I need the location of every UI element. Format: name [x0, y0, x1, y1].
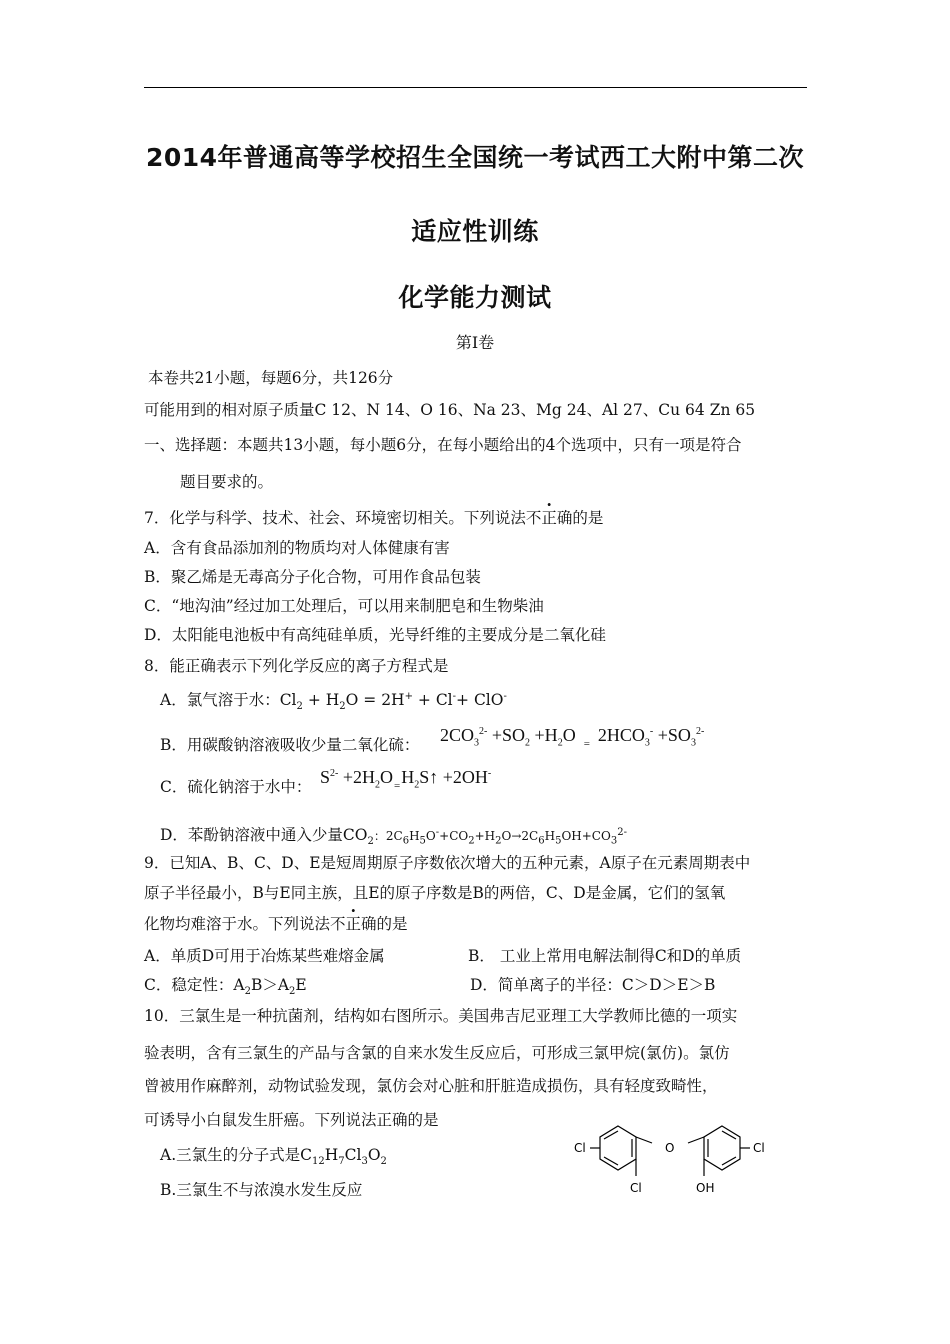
q8a-text: + Cl — [417, 691, 453, 709]
sub: 2 — [296, 701, 303, 713]
formula-part: S — [320, 767, 331, 787]
q9-option-d: D．简单离子的半径：C＞D＞E＞B — [470, 976, 716, 994]
sup: - — [435, 827, 440, 838]
sup: - — [503, 690, 507, 702]
q8d-text: +CO — [439, 829, 469, 843]
q8-option-d — [160, 825, 627, 846]
q9c-text: B＞A — [250, 976, 290, 994]
section-heading: 第Ⅰ卷 — [455, 333, 495, 352]
q8a-text: + ClO — [456, 691, 504, 709]
sub: 2 — [414, 779, 420, 791]
q8d-eq — [373, 827, 627, 847]
q8d-text: O→2C — [501, 829, 539, 843]
triclosan-structure — [570, 1118, 780, 1202]
q8-option-a — [160, 690, 507, 713]
sub: 2 — [367, 836, 374, 848]
equals-sign: = — [394, 780, 401, 792]
sub: 6 — [538, 835, 545, 847]
sub: 2 — [525, 737, 531, 749]
q9-emph-text: 不正确 — [330, 915, 377, 933]
exam-title-line1: 2014年普通高等学校招生全国统一考试西工大附中第二次 — [145, 143, 805, 172]
ether-oxygen-label: O — [665, 1141, 675, 1155]
sub: 2 — [468, 835, 475, 847]
question-10-line1: 10．三氯生是一种抗菌剂，结构如右图所示。美国弗吉尼亚理工大学教师比德的一项实 — [144, 1007, 738, 1025]
q10-option-a — [160, 1145, 387, 1168]
question-9-line2: 原子半径最小，B与E同主族，且E的原子序数是B的两倍，C、D是金属，它们的氢氧 — [144, 884, 726, 902]
q10a-text: A.三氯生的分子式是C — [160, 1146, 312, 1164]
question-8-stem: 8．能正确表示下列化学反应的离子方程式是 — [144, 657, 449, 675]
q8d-text: O — [425, 829, 436, 843]
q8d-text: H — [544, 829, 556, 843]
sub: 2 — [375, 779, 381, 791]
intro-line: 本卷共21小题，每题6分，共126分 — [148, 369, 394, 387]
sub: 5 — [419, 835, 426, 847]
formula-part: O — [380, 767, 394, 787]
sub: 2 — [244, 986, 251, 998]
q7-option-b: B．聚乙烯是无毒高分子化合物，可用作食品包装 — [144, 568, 481, 586]
question-7-stem — [144, 508, 603, 528]
chlorine-label: Cl — [753, 1141, 765, 1155]
question-10-line4: 可诱导小白鼠发生肝癌。下列说法正确的是 — [144, 1111, 439, 1129]
sub: 12 — [311, 1156, 325, 1168]
sub: 7 — [338, 1156, 345, 1168]
q9c-text: C．稳定性：A — [144, 976, 245, 994]
q10-option-b: B.三氯生不与浓溴水发生反应 — [160, 1181, 363, 1199]
q7-option-c: C．“地沟油”经过加工处理后，可以用来制肥皂和生物柴油 — [144, 597, 544, 615]
formula-part: 2HCO — [597, 725, 645, 745]
formula-part: O — [562, 725, 576, 745]
instruction-line: 一、选择题：本题共13小题，每小题6分，在每小题给出的4个选项中，只有一项是符合 — [144, 436, 742, 454]
q7-stem-end: 的是 — [572, 509, 604, 527]
sup: 2- — [479, 726, 488, 737]
q9-option-a: A．单质D可用于冶炼某些难熔金属 — [144, 947, 385, 965]
q8a-text: + H — [307, 691, 340, 709]
sup: 2- — [617, 827, 627, 838]
header-rule — [144, 87, 807, 88]
sup: - — [452, 690, 457, 702]
formula-part: +SO — [653, 725, 691, 745]
sub: 2 — [289, 986, 296, 998]
q8-option-b — [160, 735, 419, 755]
q8c-text: C．硫化钠溶于水中： — [160, 778, 312, 796]
q8b-equation — [440, 725, 704, 754]
hydroxyl-label: OH — [696, 1181, 715, 1195]
q10a-text: O — [367, 1146, 381, 1164]
q10a-text: H — [324, 1146, 339, 1164]
q8-option-c — [160, 777, 311, 797]
sub: 3 — [690, 737, 696, 749]
formula-part: +H — [530, 725, 558, 745]
q8a-text: O = 2H — [345, 691, 405, 709]
exam-subject-title: 化学能力测试 — [398, 283, 552, 312]
q9-option-c — [144, 975, 307, 998]
q8b-text: B．用碳酸钠溶液吸收少量二氧化硫： — [160, 736, 420, 754]
formula-part: H — [401, 767, 415, 787]
question-9-line3 — [144, 914, 408, 934]
sub: 3 — [361, 1156, 368, 1168]
q9-text: 的是 — [376, 915, 408, 933]
formula-part: S↑ +2OH — [419, 767, 488, 787]
q8d-text: H — [409, 829, 420, 843]
sup: 2- — [695, 726, 705, 737]
sup: 2- — [330, 768, 339, 779]
sup: + — [404, 690, 413, 702]
q7-stem-text: 7．化学与科学、技术、社会、环境密切相关。下列说法 — [144, 509, 526, 527]
atomic-mass-line: 可能用到的相对原子质量C 12、N 14、O 16、Na 23、Mg 24、Al 27、Cu 64 Zn 65 — [144, 401, 756, 419]
chlorine-label: Cl — [574, 1141, 586, 1155]
q8d-text: +H — [474, 829, 496, 843]
q8d-text: OH+CO — [561, 829, 611, 843]
instruction-line-cont: 题目要求的。 — [180, 473, 274, 491]
q7-emph-text: 不正确 — [525, 509, 573, 527]
chlorine-label: Cl — [630, 1181, 642, 1195]
q7-emphasis — [526, 509, 573, 527]
q8d-text: ：2C — [373, 829, 403, 843]
sub: 3 — [610, 835, 618, 847]
sup: - — [649, 726, 654, 737]
formula-part: +2H — [338, 767, 376, 787]
q9c-text: E — [295, 976, 307, 994]
sub: 3 — [474, 737, 480, 749]
sub: 2 — [380, 1156, 387, 1168]
formula-part: +SO — [487, 725, 526, 745]
sub: 3 — [644, 737, 650, 749]
left-benzene-ring — [600, 1126, 636, 1170]
question-10-line2: 验表明，含有三氯生的产品与含氯的自来水发生反应后，可形成三氯甲烷(氯仿)。氯仿 — [144, 1044, 730, 1062]
sub: 2 — [495, 835, 502, 847]
right-benzene-ring — [704, 1126, 740, 1170]
sub: 6 — [402, 835, 410, 847]
question-10-line3: 曾被用作麻醉剂，动物试验发现，氯仿会对心脏和肝脏造成损伤，具有轻度致畸性， — [144, 1077, 718, 1095]
equals-sign: = — [583, 738, 590, 750]
question-9-line1: 9．已知A、B、C、D、E是短周期原子序数依次增大的五种元素，A原子在元素周期表中 — [144, 854, 751, 872]
sub: 2 — [557, 737, 563, 749]
sub: 2 — [339, 701, 346, 713]
sub: 5 — [555, 835, 562, 847]
formula-part: 2CO — [440, 725, 475, 745]
q9-option-b: B． 工业上常用电解法制得C和D的单质 — [468, 947, 742, 965]
q8d-text: D．苯酚钠溶液中通入少量CO — [160, 826, 368, 844]
q8a-text: A．氯气溶于水：Cl — [160, 691, 297, 709]
exam-title-line2: 适应性训练 — [411, 217, 539, 246]
q7-option-a: A．含有食品添加剂的物质均对人体健康有害 — [144, 539, 450, 557]
q9-text: 化物均难溶于水。下列说法 — [144, 915, 331, 933]
sup: - — [487, 768, 492, 779]
q7-option-d: D．太阳能电池板中有高纯硅单质，光导纤维的主要成分是二氧化硅 — [144, 626, 606, 644]
q10a-text: Cl — [344, 1146, 362, 1164]
q8c-equation — [320, 767, 491, 796]
